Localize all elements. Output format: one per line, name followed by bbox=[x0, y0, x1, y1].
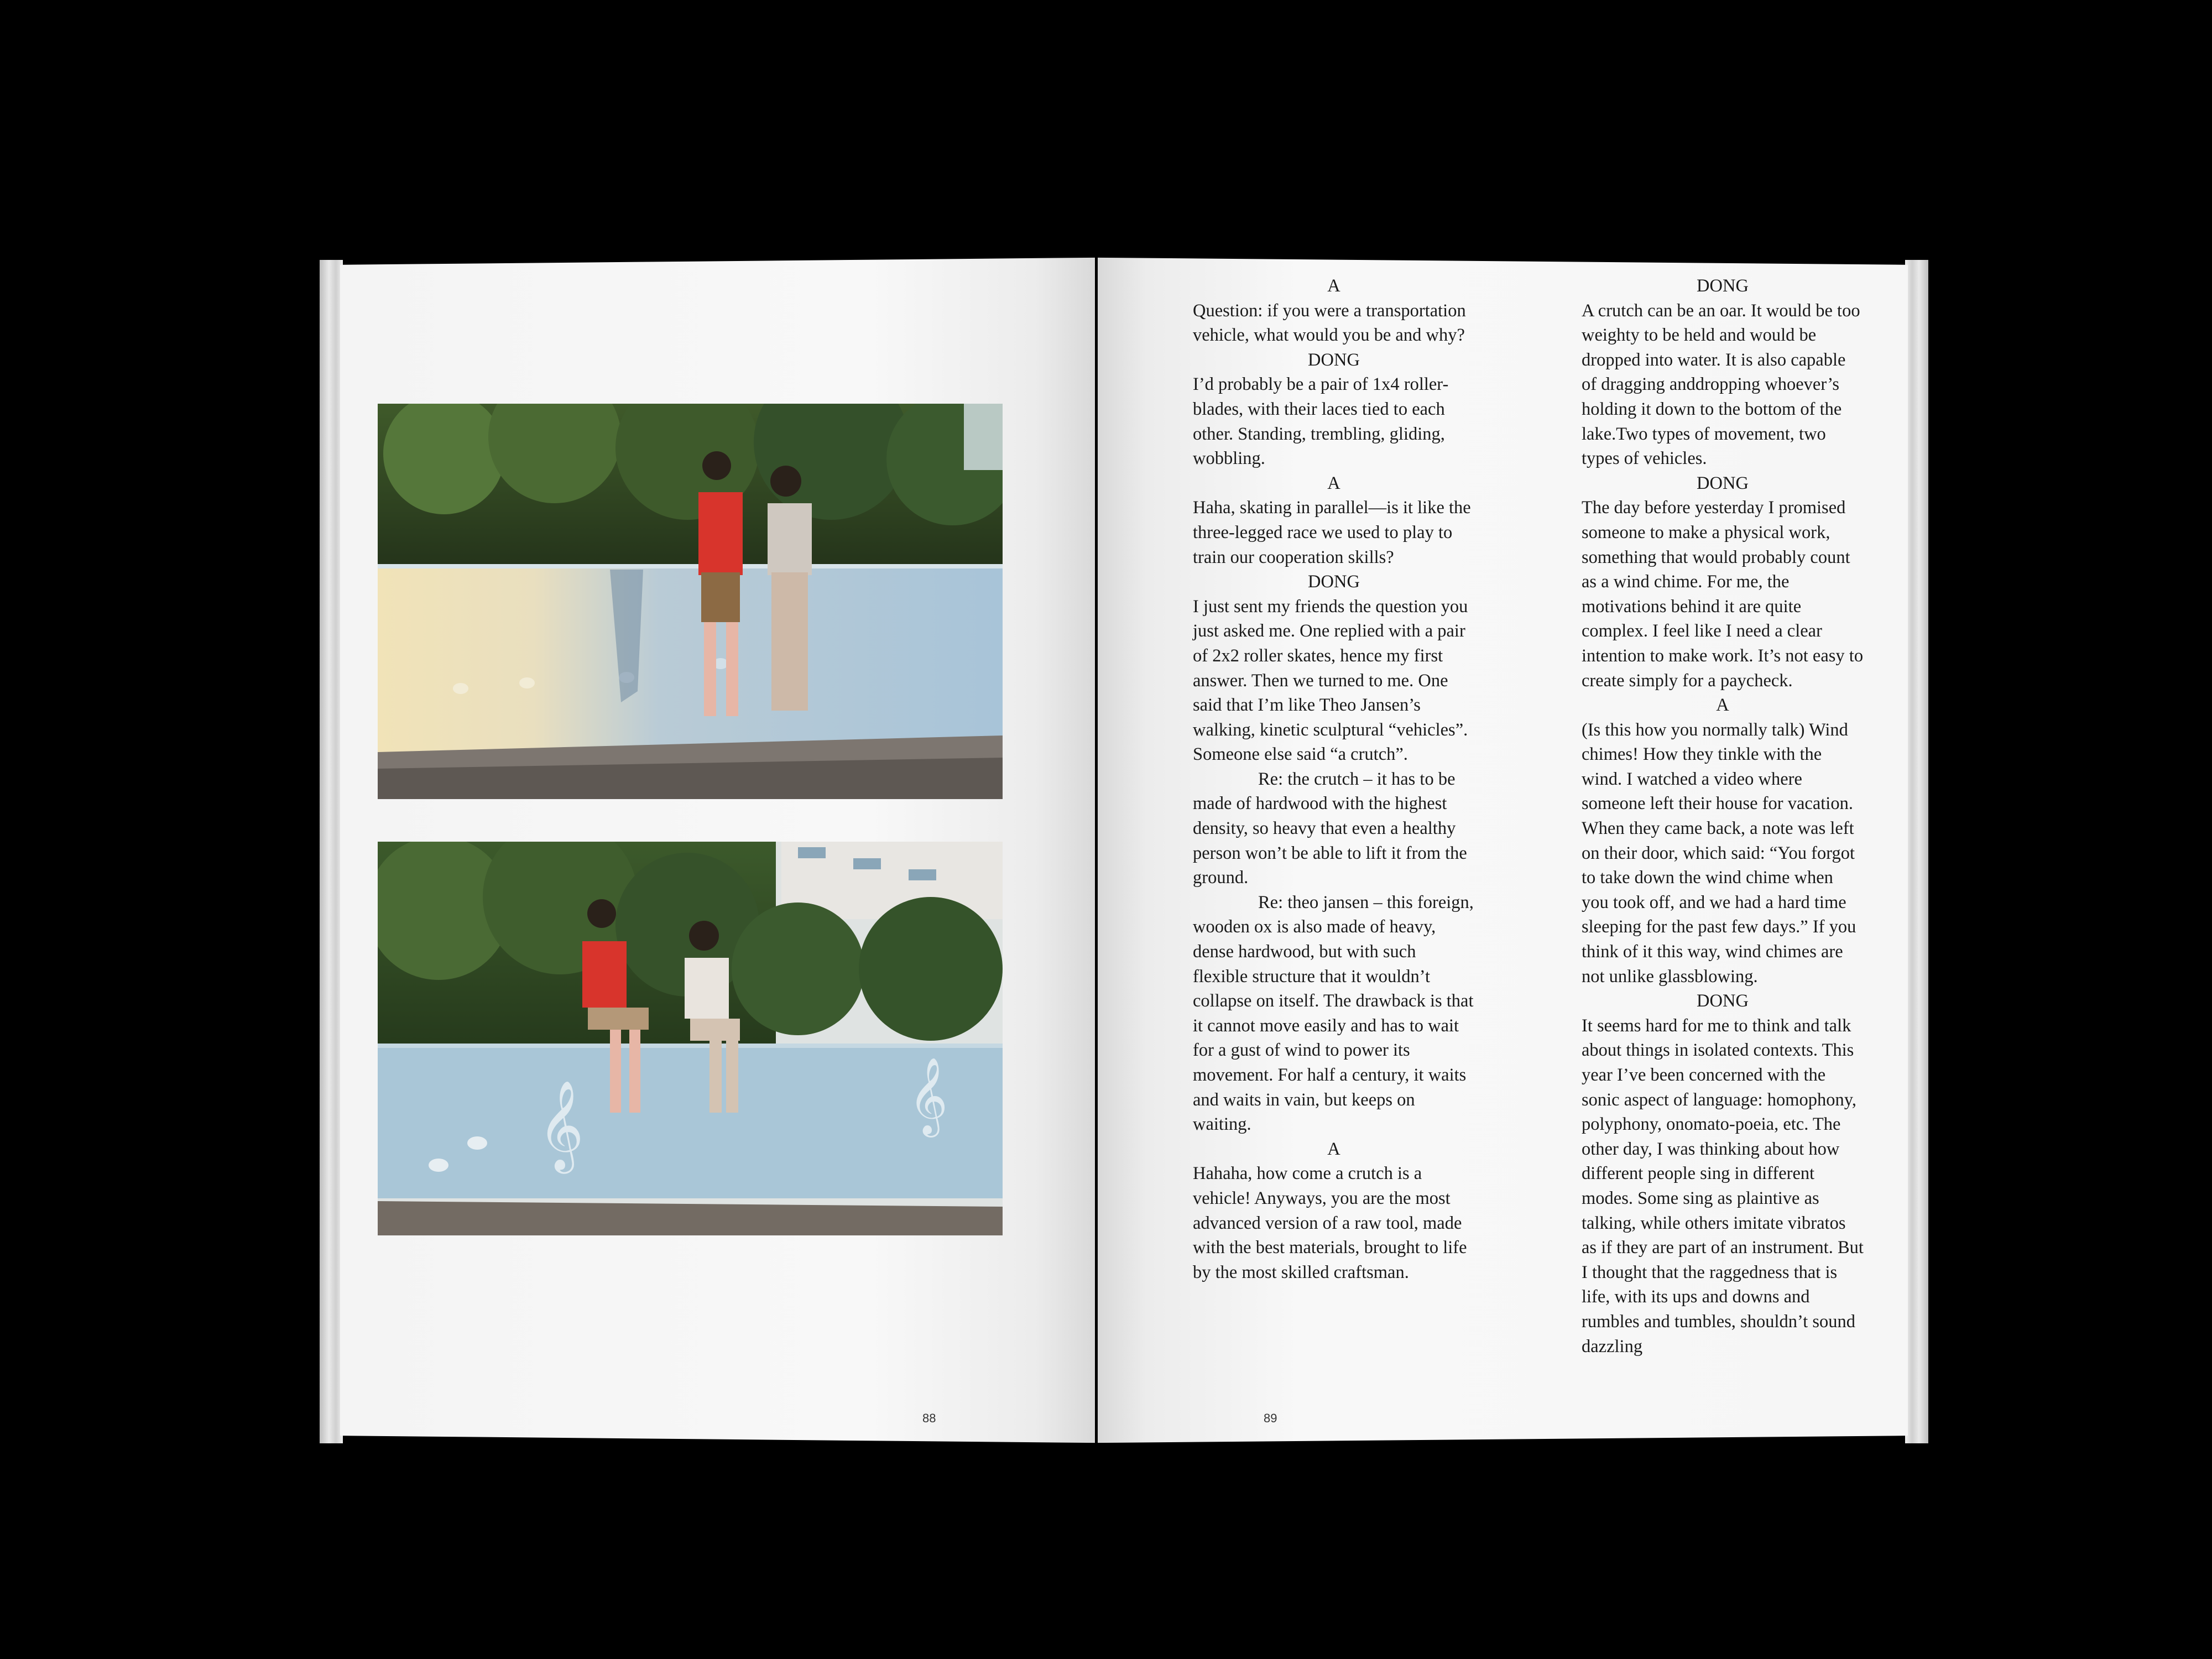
svg-text:𝄞: 𝄞 bbox=[538, 1080, 584, 1170]
interview-paragraph: Haha, skating in parallel—is it like the three-legged race we used to play to train our cooperation skills? bbox=[1193, 498, 1471, 567]
interview-paragraph: Re: theo jansen – this foreign, wooden ox is also made of heavy, dense hardwood, but with such flexible structure that it wouldn’t collapse on itself. The drawback is that it cannot move easily and has to wait for a gust of wind to power its movement. For half a century, it waits and waits in vain, but keeps on waiting. bbox=[1193, 892, 1474, 1135]
svg-text:𝄞: 𝄞 bbox=[909, 1057, 948, 1134]
photo-sitting-on-wall bbox=[378, 842, 1003, 1235]
interview-paragraph: Re: the crutch – it has to be made of hardwood with the highest density, so heavy that even a healthy person won’t be able to lift it from the ground. bbox=[1193, 769, 1467, 888]
interview-paragraph: I just sent my friends the question you just asked me. One replied with a pair of 2x2 roller skates, hence my first answer. Then we turned to me. One said that I’m like Theo Jansen’s walking, kinetic sculptural “vehicles”. Someone else said “a crutch”. bbox=[1193, 596, 1468, 765]
speaker-label: DONG bbox=[1308, 572, 1360, 592]
interview-paragraph: A crutch can be an oar. It would be too weighty to be held and would be dropped into water. It is also capable of dragging anddropping whoever’s holding it down to the bottom of the lake.Two types of movement, two types of vehicles. bbox=[1582, 300, 1860, 469]
interview-paragraph: The day before yesterday I promised someone to make a physical work, something that would probably count as a wind chime. For me, the motivations behind it are quite complex. I feel like I need a clear intention to make work. It’s not easy to create simply for a paycheck. bbox=[1582, 498, 1864, 691]
interview-column-1 bbox=[1193, 274, 1475, 1285]
page-number-left: 88 bbox=[922, 1411, 936, 1425]
interview-paragraph: It seems hard for me to think and talk about things in isolated contexts. This year I’ve been concerned with the sonic aspect of language: homophony, polyphony, onomato-poeia, etc. The other day, I was thinking about how different people sing in different modes. Some sing as plaintive as talking, while others imitate vibratos as if they are part of an instrument. But I thought that the raggedness that is life, with its ups and downs and rumbles and tumbles, shouldn’t sound dazzling bbox=[1582, 1015, 1864, 1357]
interview-paragraph: I’d probably be a pair of 1x4 roller-blades, with their laces tied to each other. Standing, trembling, gliding, wobbling. bbox=[1193, 374, 1449, 469]
interview-paragraph: Hahaha, how come a crutch is a vehicle! Anyways, you are the most advanced version of a raw tool, made with the best materials, brought to life by the most skilled craftsman. bbox=[1193, 1164, 1467, 1282]
speaker-label: DONG bbox=[1697, 991, 1749, 1011]
speaker-label: A bbox=[1327, 473, 1340, 493]
interview-paragraph: Question: if you were a transportation vehicle, what would you be and why? bbox=[1193, 300, 1466, 346]
speaker-label: A bbox=[1716, 695, 1729, 716]
speaker-label: DONG bbox=[1697, 276, 1749, 296]
speaker-label: DONG bbox=[1697, 473, 1749, 493]
speaker-label: A bbox=[1327, 1139, 1340, 1159]
photo-standing-by-wall bbox=[378, 404, 1003, 799]
page-number-right: 89 bbox=[1264, 1411, 1277, 1425]
page-stack-edge-left bbox=[320, 260, 343, 1443]
interview-column-2 bbox=[1582, 274, 1864, 1359]
interview-paragraph: (Is this how you normally talk) Wind chimes! How they tinkle with the wind. I watched a video where someone left their house for vacation. When they came back, a note was left on their door, which said: “You forgot to take down the wind chime when you took off, and we had a hard time sleeping for the past few days.” If you think of it this way, wind chimes are not unlike glassblowing. bbox=[1582, 719, 1856, 987]
speaker-label: DONG bbox=[1308, 349, 1360, 370]
speaker-label: A bbox=[1327, 276, 1340, 296]
page-stack-edge-right bbox=[1905, 260, 1928, 1443]
